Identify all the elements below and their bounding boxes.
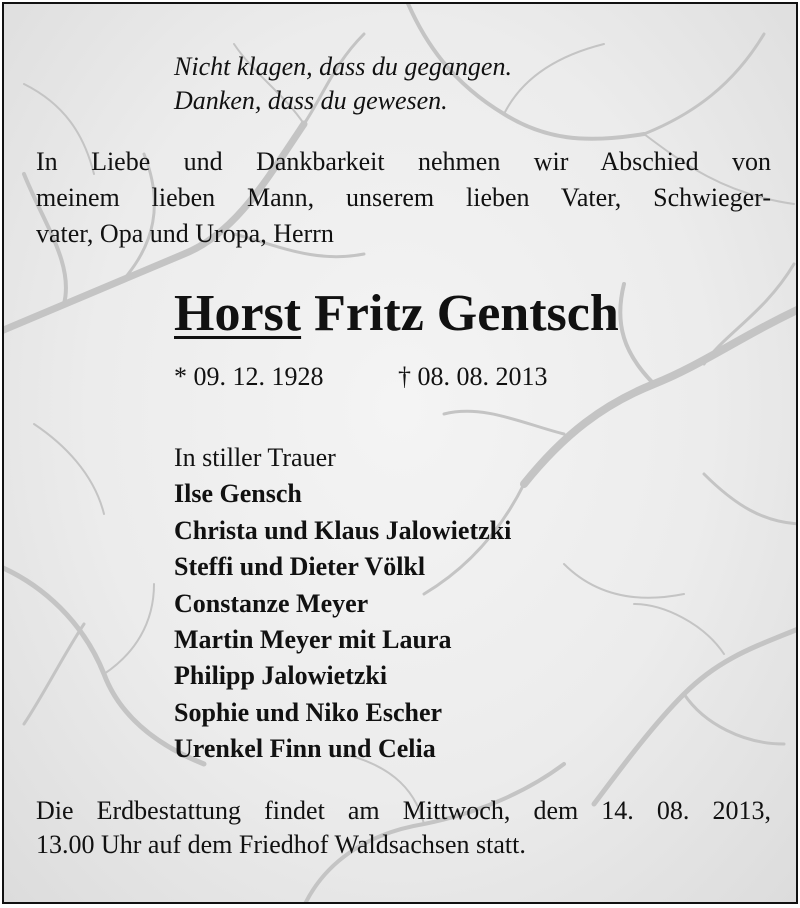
- quote-block: [174, 50, 512, 118]
- deceased-first-name: Horst: [174, 285, 302, 342]
- mourners-block: [174, 440, 511, 768]
- mourner-name: Philipp Jalowietzki: [174, 661, 388, 691]
- deceased-name: [174, 284, 619, 343]
- quote-line: Nicht klagen, dass du gegangen.: [174, 52, 512, 81]
- funeral-line: 13.00 Uhr auf dem Friedhof Waldsachsen statt.: [36, 830, 526, 859]
- mourners-heading: In stiller Trauer: [174, 443, 336, 472]
- intro-paragraph: [36, 144, 771, 252]
- funeral-info: [36, 794, 771, 862]
- mourner-name: Steffi und Dieter Völkl: [174, 552, 426, 582]
- obituary-notice: [2, 2, 798, 904]
- mourner-name: Urenkel Finn und Celia: [174, 734, 436, 764]
- notice-content: [4, 4, 798, 904]
- mourner-name: Constanze Meyer: [174, 588, 369, 618]
- funeral-line: Die Erdbestattung findet am Mittwoch, dem 14. 08. 2013,: [36, 796, 771, 825]
- intro-line: vater, Opa und Uropa, Herrn: [36, 219, 334, 248]
- mourner-name: Christa und Klaus Jalowietzki: [174, 515, 512, 545]
- life-dates: [174, 362, 548, 392]
- deceased-rest-name: Fritz Gentsch: [314, 285, 619, 342]
- intro-line: In Liebe und Dankbarkeit nehmen wir Abschied von: [36, 147, 771, 176]
- death-date: † 08. 08. 2013: [398, 362, 548, 391]
- quote-line: Danken, dass du gewesen.: [174, 86, 448, 115]
- birth-date: * 09. 12. 1928: [174, 362, 324, 391]
- mourner-name: Martin Meyer mit Laura: [174, 625, 452, 655]
- mourner-name: Sophie und Niko Escher: [174, 697, 443, 727]
- intro-line: meinem lieben Mann, unserem lieben Vater, Schwieger-: [36, 183, 771, 212]
- mourner-name: Ilse Gensch: [174, 479, 302, 509]
